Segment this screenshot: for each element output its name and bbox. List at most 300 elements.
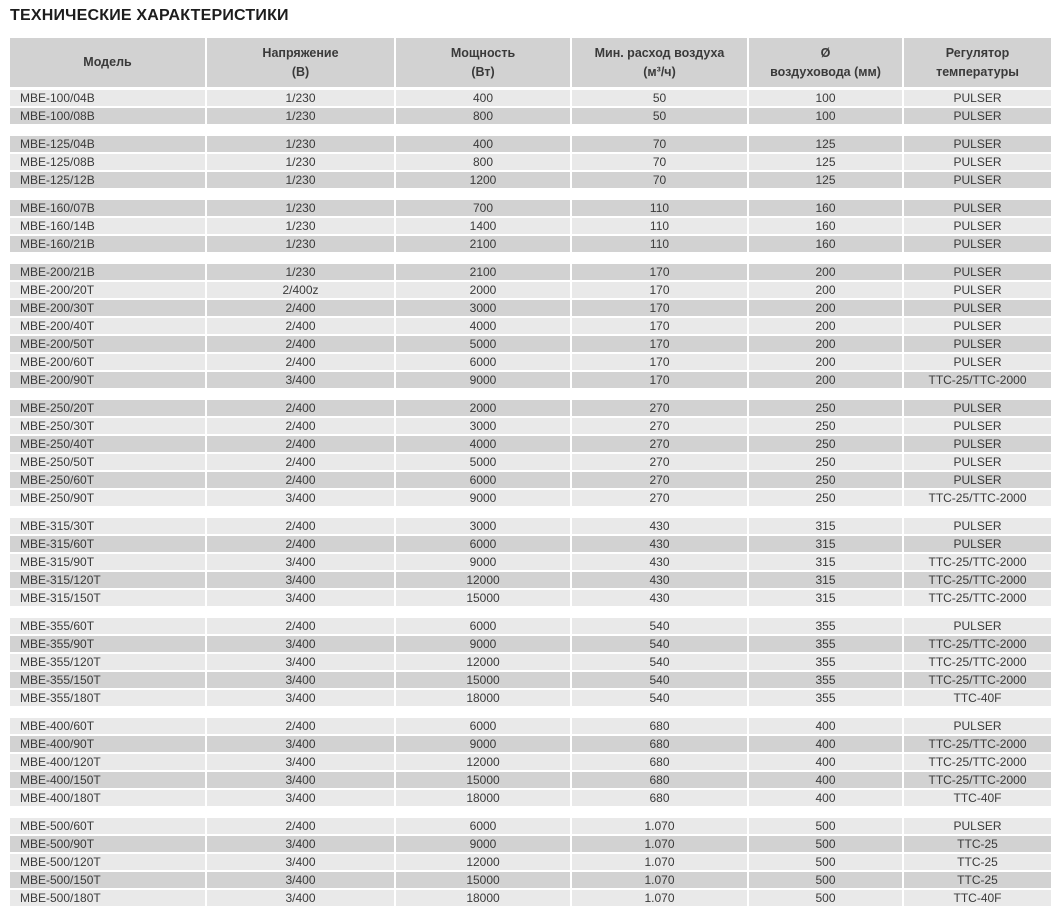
group-gap <box>10 608 1051 618</box>
table-row <box>10 236 1051 252</box>
table-row <box>10 790 1051 806</box>
diameter-cell: 100 <box>749 90 904 106</box>
model-cell: MBE-250/30T <box>10 418 207 434</box>
power-cell: 9000 <box>396 372 572 388</box>
controller-cell: PULSER <box>904 418 1051 434</box>
column-header-unit: воздуховода (мм) <box>770 64 881 79</box>
power-cell: 800 <box>396 108 572 124</box>
voltage-cell: 1/230 <box>207 90 396 106</box>
diameter-cell: 125 <box>749 154 904 170</box>
power-cell: 4000 <box>396 318 572 334</box>
table-row <box>10 300 1051 316</box>
controller-cell: PULSER <box>904 454 1051 470</box>
airflow-cell: 270 <box>572 472 749 488</box>
model-cell: MBE-315/60T <box>10 536 207 552</box>
diameter-cell: 200 <box>749 354 904 370</box>
power-cell: 9000 <box>396 554 572 570</box>
column-header-label: Ø <box>820 45 831 60</box>
airflow-cell: 50 <box>572 90 749 106</box>
model-cell: MBE-355/90T <box>10 636 207 652</box>
model-cell: MBE-500/90T <box>10 836 207 852</box>
diameter-cell: 200 <box>749 318 904 334</box>
model-cell: MBE-125/08B <box>10 154 207 170</box>
model-cell: MBE-355/150T <box>10 672 207 688</box>
table-row <box>10 618 1051 634</box>
table-row <box>10 554 1051 570</box>
controller-cell: TTC-25/TTC-2000 <box>904 590 1051 606</box>
voltage-cell: 3/400 <box>207 572 396 588</box>
power-cell: 9000 <box>396 736 572 752</box>
voltage-cell: 1/230 <box>207 236 396 252</box>
airflow-cell: 70 <box>572 172 749 188</box>
model-cell: MBE-500/120T <box>10 854 207 870</box>
column-header-label: Мин. расход воздуха <box>594 45 725 60</box>
airflow-cell: 270 <box>572 400 749 416</box>
table-row <box>10 108 1051 124</box>
airflow-cell: 680 <box>572 718 749 734</box>
model-cell: MBE-400/90T <box>10 736 207 752</box>
voltage-cell: 3/400 <box>207 372 396 388</box>
table-row <box>10 454 1051 470</box>
controller-cell: PULSER <box>904 818 1051 834</box>
controller-cell: PULSER <box>904 154 1051 170</box>
voltage-cell: 2/400z <box>207 282 396 298</box>
table-row <box>10 590 1051 606</box>
power-cell: 2000 <box>396 400 572 416</box>
model-cell: MBE-500/60T <box>10 818 207 834</box>
table-row <box>10 836 1051 852</box>
voltage-cell: 2/400 <box>207 718 396 734</box>
controller-cell: PULSER <box>904 172 1051 188</box>
column-header-airflow <box>572 38 749 87</box>
airflow-cell: 430 <box>572 536 749 552</box>
column-header-label: Напряжение <box>262 45 339 60</box>
specs-table <box>10 38 1051 906</box>
model-cell: MBE-200/60T <box>10 354 207 370</box>
diameter-cell: 200 <box>749 372 904 388</box>
controller-cell: PULSER <box>904 90 1051 106</box>
voltage-cell: 1/230 <box>207 136 396 152</box>
table-row <box>10 418 1051 434</box>
column-header-label: Регулятор <box>945 45 1010 60</box>
column-header-unit: (м³/ч) <box>643 64 676 79</box>
controller-cell: PULSER <box>904 218 1051 234</box>
model-cell: MBE-250/20T <box>10 400 207 416</box>
power-cell: 2000 <box>396 282 572 298</box>
airflow-cell: 540 <box>572 690 749 706</box>
airflow-cell: 430 <box>572 554 749 570</box>
model-cell: MBE-200/20T <box>10 282 207 298</box>
diameter-cell: 355 <box>749 618 904 634</box>
airflow-cell: 50 <box>572 108 749 124</box>
power-cell: 12000 <box>396 572 572 588</box>
table-row <box>10 854 1051 870</box>
power-cell: 400 <box>396 136 572 152</box>
table-row <box>10 200 1051 216</box>
airflow-cell: 110 <box>572 200 749 216</box>
column-header-unit: (Вт) <box>471 64 495 79</box>
model-cell: MBE-250/40T <box>10 436 207 452</box>
voltage-cell: 2/400 <box>207 300 396 316</box>
airflow-cell: 540 <box>572 636 749 652</box>
model-cell: MBE-250/90T <box>10 490 207 506</box>
model-cell: MBE-250/60T <box>10 472 207 488</box>
controller-cell: TTC-25 <box>904 836 1051 852</box>
airflow-cell: 540 <box>572 654 749 670</box>
power-cell: 18000 <box>396 790 572 806</box>
diameter-cell: 250 <box>749 436 904 452</box>
diameter-cell: 355 <box>749 672 904 688</box>
group-gap <box>10 708 1051 718</box>
table-row <box>10 154 1051 170</box>
airflow-cell: 70 <box>572 136 749 152</box>
group-gap <box>10 390 1051 400</box>
diameter-cell: 400 <box>749 736 904 752</box>
table-row <box>10 754 1051 770</box>
voltage-cell: 2/400 <box>207 318 396 334</box>
controller-cell: TTC-25/TTC-2000 <box>904 372 1051 388</box>
diameter-cell: 500 <box>749 872 904 888</box>
model-cell: MBE-355/120T <box>10 654 207 670</box>
diameter-cell: 400 <box>749 790 904 806</box>
voltage-cell: 1/230 <box>207 218 396 234</box>
column-header-voltage <box>207 38 396 87</box>
model-cell: MBE-200/90T <box>10 372 207 388</box>
power-cell: 3000 <box>396 518 572 534</box>
diameter-cell: 200 <box>749 336 904 352</box>
table-row <box>10 736 1051 752</box>
voltage-cell: 1/230 <box>207 154 396 170</box>
diameter-cell: 315 <box>749 554 904 570</box>
airflow-cell: 170 <box>572 336 749 352</box>
airflow-cell: 170 <box>572 318 749 334</box>
power-cell: 6000 <box>396 536 572 552</box>
voltage-cell: 3/400 <box>207 836 396 852</box>
power-cell: 12000 <box>396 654 572 670</box>
voltage-cell: 3/400 <box>207 854 396 870</box>
airflow-cell: 110 <box>572 218 749 234</box>
group-gap <box>10 190 1051 200</box>
diameter-cell: 125 <box>749 136 904 152</box>
model-cell: MBE-160/07B <box>10 200 207 216</box>
column-header-model <box>10 38 207 87</box>
power-cell: 12000 <box>396 754 572 770</box>
voltage-cell: 2/400 <box>207 536 396 552</box>
model-cell: MBE-315/90T <box>10 554 207 570</box>
table-row <box>10 400 1051 416</box>
table-row <box>10 172 1051 188</box>
table-row <box>10 354 1051 370</box>
airflow-cell: 1.070 <box>572 818 749 834</box>
table-row <box>10 264 1051 280</box>
model-cell: MBE-400/180T <box>10 790 207 806</box>
voltage-cell: 1/230 <box>207 172 396 188</box>
voltage-cell: 3/400 <box>207 790 396 806</box>
group-gap <box>10 508 1051 518</box>
model-cell: MBE-315/30T <box>10 518 207 534</box>
airflow-cell: 110 <box>572 236 749 252</box>
model-cell: MBE-200/30T <box>10 300 207 316</box>
controller-cell: PULSER <box>904 236 1051 252</box>
airflow-cell: 270 <box>572 490 749 506</box>
controller-cell: PULSER <box>904 472 1051 488</box>
diameter-cell: 315 <box>749 590 904 606</box>
power-cell: 2100 <box>396 236 572 252</box>
controller-cell: PULSER <box>904 264 1051 280</box>
column-header-label: Модель <box>83 55 132 69</box>
model-cell: MBE-160/14B <box>10 218 207 234</box>
controller-cell: TTC-25/TTC-2000 <box>904 754 1051 770</box>
controller-cell: PULSER <box>904 200 1051 216</box>
power-cell: 4000 <box>396 436 572 452</box>
table-row <box>10 336 1051 352</box>
voltage-cell: 2/400 <box>207 336 396 352</box>
table-row <box>10 518 1051 534</box>
controller-cell: TTC-25/TTC-2000 <box>904 490 1051 506</box>
power-cell: 9000 <box>396 636 572 652</box>
voltage-cell: 3/400 <box>207 654 396 670</box>
diameter-cell: 500 <box>749 854 904 870</box>
airflow-cell: 170 <box>572 264 749 280</box>
table-header-row <box>10 38 1051 87</box>
controller-cell: PULSER <box>904 718 1051 734</box>
voltage-cell: 2/400 <box>207 518 396 534</box>
controller-cell: TTC-25 <box>904 872 1051 888</box>
voltage-cell: 2/400 <box>207 618 396 634</box>
power-cell: 6000 <box>396 472 572 488</box>
table-row <box>10 890 1051 906</box>
controller-cell: TTC-40F <box>904 790 1051 806</box>
table-row <box>10 636 1051 652</box>
power-cell: 15000 <box>396 672 572 688</box>
controller-cell: PULSER <box>904 518 1051 534</box>
voltage-cell: 3/400 <box>207 690 396 706</box>
voltage-cell: 3/400 <box>207 890 396 906</box>
model-cell: MBE-125/04B <box>10 136 207 152</box>
voltage-cell: 3/400 <box>207 872 396 888</box>
group-gap <box>10 808 1051 818</box>
table-row <box>10 772 1051 788</box>
diameter-cell: 500 <box>749 818 904 834</box>
power-cell: 9000 <box>396 490 572 506</box>
voltage-cell: 2/400 <box>207 354 396 370</box>
power-cell: 12000 <box>396 854 572 870</box>
power-cell: 3000 <box>396 300 572 316</box>
model-cell: MBE-400/150T <box>10 772 207 788</box>
controller-cell: PULSER <box>904 136 1051 152</box>
power-cell: 3000 <box>396 418 572 434</box>
table-row <box>10 318 1051 334</box>
model-cell: MBE-400/120T <box>10 754 207 770</box>
airflow-cell: 680 <box>572 790 749 806</box>
power-cell: 6000 <box>396 618 572 634</box>
diameter-cell: 400 <box>749 718 904 734</box>
controller-cell: PULSER <box>904 536 1051 552</box>
table-row <box>10 572 1051 588</box>
airflow-cell: 270 <box>572 454 749 470</box>
model-cell: MBE-500/180T <box>10 890 207 906</box>
power-cell: 400 <box>396 90 572 106</box>
airflow-cell: 680 <box>572 754 749 770</box>
power-cell: 15000 <box>396 872 572 888</box>
airflow-cell: 270 <box>572 418 749 434</box>
model-cell: MBE-500/150T <box>10 872 207 888</box>
diameter-cell: 200 <box>749 264 904 280</box>
airflow-cell: 540 <box>572 618 749 634</box>
controller-cell: PULSER <box>904 436 1051 452</box>
airflow-cell: 430 <box>572 590 749 606</box>
diameter-cell: 250 <box>749 418 904 434</box>
voltage-cell: 3/400 <box>207 636 396 652</box>
controller-cell: PULSER <box>904 336 1051 352</box>
diameter-cell: 400 <box>749 754 904 770</box>
diameter-cell: 100 <box>749 108 904 124</box>
model-cell: MBE-315/150T <box>10 590 207 606</box>
controller-cell: PULSER <box>904 318 1051 334</box>
airflow-cell: 1.070 <box>572 836 749 852</box>
model-cell: MBE-355/180T <box>10 690 207 706</box>
power-cell: 6000 <box>396 818 572 834</box>
page-title: ТЕХНИЧЕСКИЕ ХАРАКТЕРИСТИКИ <box>10 7 289 24</box>
column-header-unit: температуры <box>936 64 1019 79</box>
table-row <box>10 472 1051 488</box>
diameter-cell: 315 <box>749 572 904 588</box>
power-cell: 18000 <box>396 690 572 706</box>
model-cell: MBE-100/08B <box>10 108 207 124</box>
controller-cell: PULSER <box>904 354 1051 370</box>
voltage-cell: 2/400 <box>207 818 396 834</box>
table-row <box>10 536 1051 552</box>
model-cell: MBE-200/50T <box>10 336 207 352</box>
voltage-cell: 2/400 <box>207 400 396 416</box>
diameter-cell: 160 <box>749 200 904 216</box>
airflow-cell: 170 <box>572 282 749 298</box>
voltage-cell: 3/400 <box>207 590 396 606</box>
airflow-cell: 170 <box>572 300 749 316</box>
controller-cell: TTC-25/TTC-2000 <box>904 654 1051 670</box>
controller-cell: PULSER <box>904 300 1051 316</box>
power-cell: 1200 <box>396 172 572 188</box>
power-cell: 5000 <box>396 336 572 352</box>
model-cell: MBE-200/21B <box>10 264 207 280</box>
model-cell: MBE-100/04B <box>10 90 207 106</box>
airflow-cell: 430 <box>572 572 749 588</box>
diameter-cell: 160 <box>749 236 904 252</box>
model-cell: MBE-315/120T <box>10 572 207 588</box>
controller-cell: TTC-25/TTC-2000 <box>904 572 1051 588</box>
group-gap <box>10 254 1051 264</box>
airflow-cell: 270 <box>572 436 749 452</box>
controller-cell: PULSER <box>904 400 1051 416</box>
diameter-cell: 400 <box>749 772 904 788</box>
voltage-cell: 3/400 <box>207 554 396 570</box>
power-cell: 2100 <box>396 264 572 280</box>
column-header-unit: (В) <box>291 64 310 79</box>
voltage-cell: 3/400 <box>207 490 396 506</box>
voltage-cell: 3/400 <box>207 736 396 752</box>
table-row <box>10 490 1051 506</box>
power-cell: 6000 <box>396 718 572 734</box>
model-cell: MBE-125/12B <box>10 172 207 188</box>
airflow-cell: 170 <box>572 372 749 388</box>
voltage-cell: 3/400 <box>207 772 396 788</box>
diameter-cell: 500 <box>749 836 904 852</box>
table-row <box>10 718 1051 734</box>
voltage-cell: 1/230 <box>207 264 396 280</box>
airflow-cell: 70 <box>572 154 749 170</box>
diameter-cell: 160 <box>749 218 904 234</box>
model-cell: MBE-200/40T <box>10 318 207 334</box>
voltage-cell: 3/400 <box>207 672 396 688</box>
column-header-controller <box>904 38 1051 87</box>
controller-cell: TTC-25/TTC-2000 <box>904 554 1051 570</box>
table-row <box>10 672 1051 688</box>
table-row <box>10 690 1051 706</box>
controller-cell: TTC-40F <box>904 890 1051 906</box>
diameter-cell: 250 <box>749 490 904 506</box>
group-gap <box>10 126 1051 136</box>
diameter-cell: 355 <box>749 690 904 706</box>
voltage-cell: 2/400 <box>207 436 396 452</box>
table-row <box>10 218 1051 234</box>
diameter-cell: 200 <box>749 282 904 298</box>
airflow-cell: 170 <box>572 354 749 370</box>
voltage-cell: 3/400 <box>207 754 396 770</box>
model-cell: MBE-160/21B <box>10 236 207 252</box>
power-cell: 15000 <box>396 772 572 788</box>
airflow-cell: 1.070 <box>572 872 749 888</box>
model-cell: MBE-250/50T <box>10 454 207 470</box>
model-cell: MBE-355/60T <box>10 618 207 634</box>
airflow-cell: 1.070 <box>572 890 749 906</box>
airflow-cell: 680 <box>572 772 749 788</box>
table-row <box>10 90 1051 106</box>
diameter-cell: 250 <box>749 472 904 488</box>
diameter-cell: 500 <box>749 890 904 906</box>
controller-cell: TTC-25/TTC-2000 <box>904 672 1051 688</box>
table-row <box>10 372 1051 388</box>
power-cell: 800 <box>396 154 572 170</box>
airflow-cell: 540 <box>572 672 749 688</box>
diameter-cell: 250 <box>749 400 904 416</box>
power-cell: 6000 <box>396 354 572 370</box>
controller-cell: TTC-25/TTC-2000 <box>904 736 1051 752</box>
power-cell: 15000 <box>396 590 572 606</box>
diameter-cell: 125 <box>749 172 904 188</box>
diameter-cell: 315 <box>749 536 904 552</box>
power-cell: 1400 <box>396 218 572 234</box>
voltage-cell: 2/400 <box>207 472 396 488</box>
model-cell: MBE-400/60T <box>10 718 207 734</box>
diameter-cell: 355 <box>749 654 904 670</box>
diameter-cell: 355 <box>749 636 904 652</box>
controller-cell: TTC-25/TTC-2000 <box>904 772 1051 788</box>
column-header-diameter <box>749 38 904 87</box>
power-cell: 18000 <box>396 890 572 906</box>
controller-cell: PULSER <box>904 282 1051 298</box>
table-row <box>10 282 1051 298</box>
voltage-cell: 1/230 <box>207 108 396 124</box>
controller-cell: TTC-25/TTC-2000 <box>904 636 1051 652</box>
power-cell: 9000 <box>396 836 572 852</box>
table-row <box>10 818 1051 834</box>
controller-cell: TTC-25 <box>904 854 1051 870</box>
power-cell: 700 <box>396 200 572 216</box>
diameter-cell: 315 <box>749 518 904 534</box>
voltage-cell: 2/400 <box>207 418 396 434</box>
voltage-cell: 1/230 <box>207 200 396 216</box>
controller-cell: PULSER <box>904 108 1051 124</box>
